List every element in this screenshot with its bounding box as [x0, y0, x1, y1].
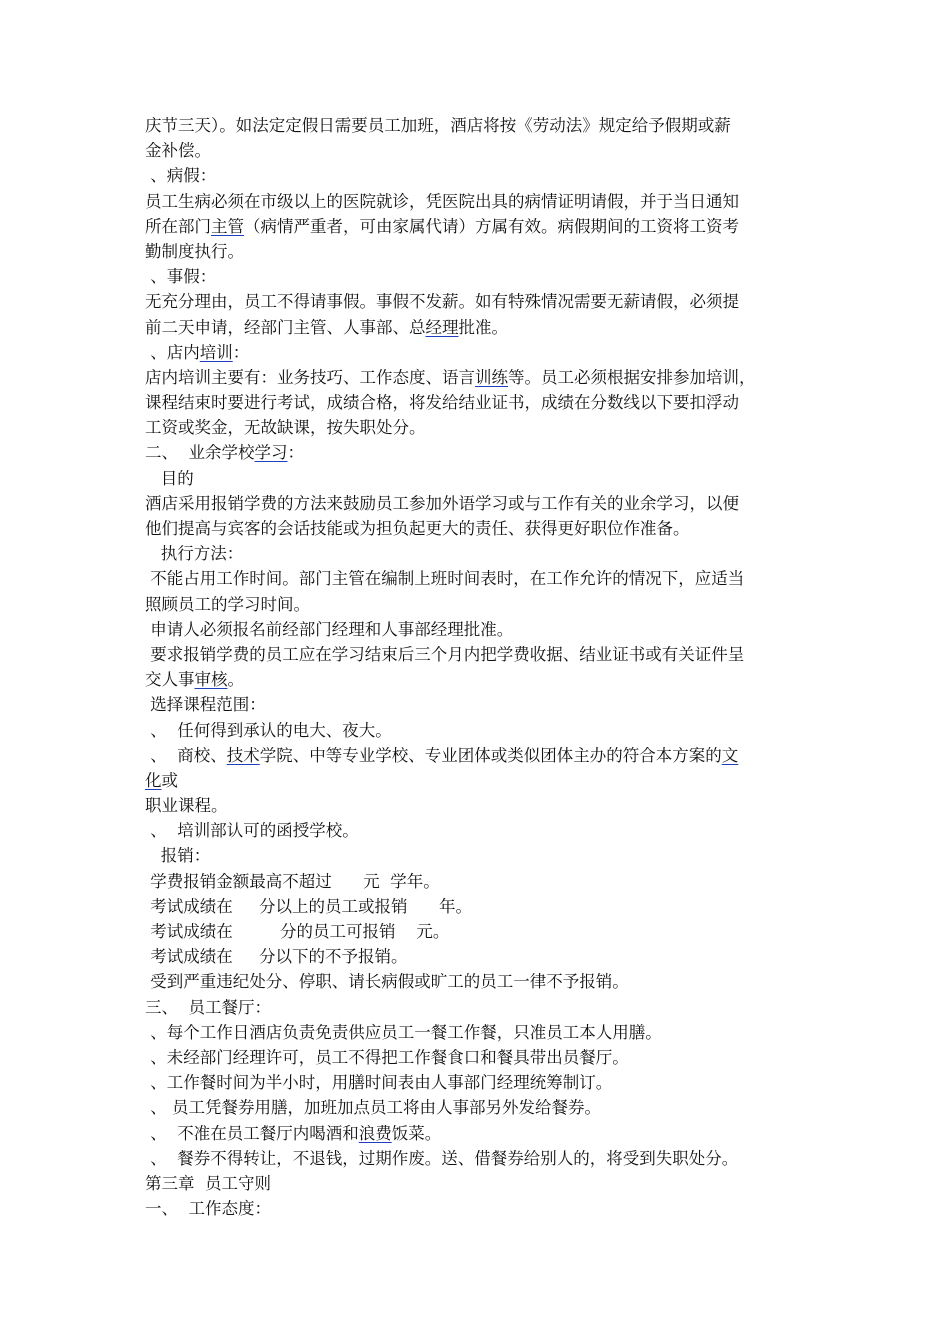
- keyword-link[interactable]: 培训: [199, 342, 233, 362]
- text-line: [145, 340, 811, 365]
- document-body: [145, 113, 811, 1221]
- text-line: [145, 944, 811, 969]
- text-line: [145, 718, 811, 743]
- keyword-link[interactable]: 主管: [211, 216, 244, 236]
- text-line: [145, 315, 811, 340]
- text-line: [145, 466, 811, 491]
- text-line: [145, 592, 811, 617]
- text-line: [145, 390, 811, 415]
- text-span: 第三章 员工守则: [145, 1173, 271, 1193]
- text-line: [145, 264, 811, 289]
- text-line: [145, 1070, 811, 1095]
- text-span: 考试成绩在 分以下的不予报销。: [145, 947, 408, 967]
- text-span: 店内培训主要有：业务技巧、工作态度、语言: [145, 367, 475, 387]
- keyword-link[interactable]: 学习: [254, 443, 288, 463]
- text-span: 酒店采用报销学费的方法来鼓励员工参加外语学习或与工作有关的业余学习，以便: [145, 493, 739, 513]
- text-span: 职业课程。: [145, 796, 228, 816]
- text-line: [145, 239, 811, 264]
- text-line: [145, 541, 811, 566]
- text-span: 、 餐券不得转让，不退钱，过期作废。送、借餐券给别人的，将受到失职处分。: [145, 1148, 739, 1168]
- text-span: 申请人必须报名前经部门经理和人事部经理批准。: [145, 619, 514, 639]
- text-span: 金补偿。: [145, 141, 211, 161]
- keyword-link[interactable]: 技术: [226, 745, 260, 765]
- text-span: 工资或奖金，无故缺课，按失职处分。: [145, 418, 426, 438]
- text-line: [145, 793, 811, 818]
- text-line: [145, 667, 811, 692]
- text-line: [145, 617, 811, 642]
- text-line: [145, 1146, 811, 1171]
- text-span: 或: [161, 770, 178, 790]
- text-span: 交人事: [145, 670, 195, 690]
- text-span: 一、 工作态度：: [145, 1199, 271, 1219]
- text-span: 、 培训部认可的函授学校。: [145, 821, 359, 841]
- text-span: 所在部门: [145, 216, 211, 236]
- text-span: 。: [227, 670, 244, 690]
- text-span: 不能占用工作时间。部门主管在编制上班时间表时，在工作允许的情况下，应适当: [145, 569, 745, 589]
- text-span: （病情严重者，可由家属代请）方属有效。病假期间的工资将工资考: [244, 216, 739, 236]
- text-line: [145, 1045, 811, 1070]
- text-line: [145, 214, 811, 239]
- text-span: 、 员工凭餐券用膳，加班加点员工将由人事部另外发给餐券。: [145, 1098, 601, 1118]
- text-line: [145, 1095, 811, 1120]
- text-line: [145, 743, 811, 768]
- text-line: [145, 894, 811, 919]
- text-span: 饭菜。: [391, 1123, 442, 1143]
- text-span: 员工生病必须在市级以上的医院就诊，凭医院出具的病情证明请假，并于当日通知: [145, 191, 739, 211]
- text-line: [145, 1121, 811, 1146]
- keyword-link[interactable]: 训练: [475, 367, 508, 387]
- text-line: [145, 818, 811, 843]
- text-line: [145, 768, 811, 793]
- text-line: [145, 189, 811, 214]
- text-span: 庆节三天）。如法定定假日需要员工加班，酒店将按《劳动法》规定给予假期或薪: [145, 116, 731, 135]
- text-span: 勤制度执行。: [145, 241, 244, 261]
- text-span: 考试成绩在 分以上的员工或报销 年。: [145, 896, 472, 916]
- text-line: [145, 163, 811, 188]
- keyword-link[interactable]: 经理: [425, 317, 459, 337]
- text-span: 批准。: [458, 317, 508, 337]
- keyword-link[interactable]: 审核: [194, 670, 228, 690]
- text-line: [145, 919, 811, 944]
- text-span: 学院、中等专业学校、专业团体或类似团体主办的符合本方案的: [259, 745, 722, 765]
- text-line: [145, 491, 811, 516]
- keyword-link[interactable]: 文: [721, 745, 739, 765]
- text-span: 、工作餐时间为半小时，用膳时间表由人事部门经理统筹制订。: [145, 1073, 613, 1093]
- text-line: [145, 566, 811, 591]
- text-line: [145, 516, 811, 541]
- text-span: 、 不准在员工餐厅内喝酒和: [145, 1123, 359, 1143]
- text-line: [145, 1196, 811, 1221]
- keyword-link[interactable]: 浪费: [358, 1123, 392, 1143]
- text-span: 课程结束时要进行考试，成绩合格，将发给结业证书，成绩在分数线以下要扣浮动: [145, 393, 739, 413]
- text-span: 他们提高与宾客的会话技能或为担负起更大的责任、获得更好职位作准备。: [145, 519, 690, 538]
- keyword-link[interactable]: 化: [145, 770, 162, 790]
- text-span: ：: [232, 342, 250, 362]
- text-line: [145, 843, 811, 868]
- text-span: 三、 员工餐厅：: [145, 997, 271, 1017]
- text-span: 受到严重违纪处分、停职、请长病假或旷工的员工一律不予报销。: [145, 972, 629, 992]
- text-span: 、每个工作日酒店负责免责供应员工一餐工作餐，只准员工本人用膳。: [145, 1022, 662, 1042]
- text-line: [145, 869, 811, 894]
- text-span: 考试成绩在 分的员工可报销 元。: [145, 922, 450, 941]
- text-line: [145, 415, 811, 440]
- text-span: 、病假：: [145, 166, 217, 186]
- text-line: [145, 1020, 811, 1045]
- text-span: 、未经部门经理许可，员工不得把工作餐食口和餐具带出员餐厅。: [145, 1047, 629, 1067]
- text-line: [145, 995, 811, 1020]
- text-span: 、 任何得到承认的电大、夜大。: [145, 720, 392, 740]
- text-span: 报销：: [145, 846, 211, 866]
- text-line: [145, 692, 811, 717]
- text-span: 、事假：: [145, 267, 217, 287]
- text-span: 无充分理由，员工不得请事假。事假不发薪。如有特殊情况需要无薪请假，必须提: [145, 292, 739, 312]
- text-span: 前二天申请，经部门主管、人事部、总: [145, 317, 426, 337]
- text-line: [145, 113, 811, 138]
- text-span: ：: [287, 443, 304, 463]
- text-span: 照顾员工的学习时间。: [145, 594, 310, 614]
- text-span: 选择课程范围：: [145, 695, 266, 715]
- text-span: 二、 业余学校: [145, 443, 255, 463]
- text-line: [145, 642, 811, 667]
- text-line: [145, 440, 811, 465]
- text-span: 学费报销金额最高不超过 元 学年。: [145, 871, 440, 891]
- text-span: 、店内: [145, 342, 200, 362]
- text-line: [145, 289, 811, 314]
- text-span: 要求报销学费的员工应在学习结束后三个月内把学费收据、结业证书或有关证件呈: [145, 644, 745, 664]
- text-line: [145, 138, 811, 163]
- text-span: 目的: [145, 468, 194, 488]
- text-span: 执行方法：: [145, 544, 244, 564]
- text-line: [145, 1171, 811, 1196]
- text-line: [145, 365, 811, 390]
- text-span: 等。员工必须根据安排参加培训，: [508, 367, 756, 387]
- text-span: 、 商校、: [145, 745, 227, 765]
- text-line: [145, 969, 811, 994]
